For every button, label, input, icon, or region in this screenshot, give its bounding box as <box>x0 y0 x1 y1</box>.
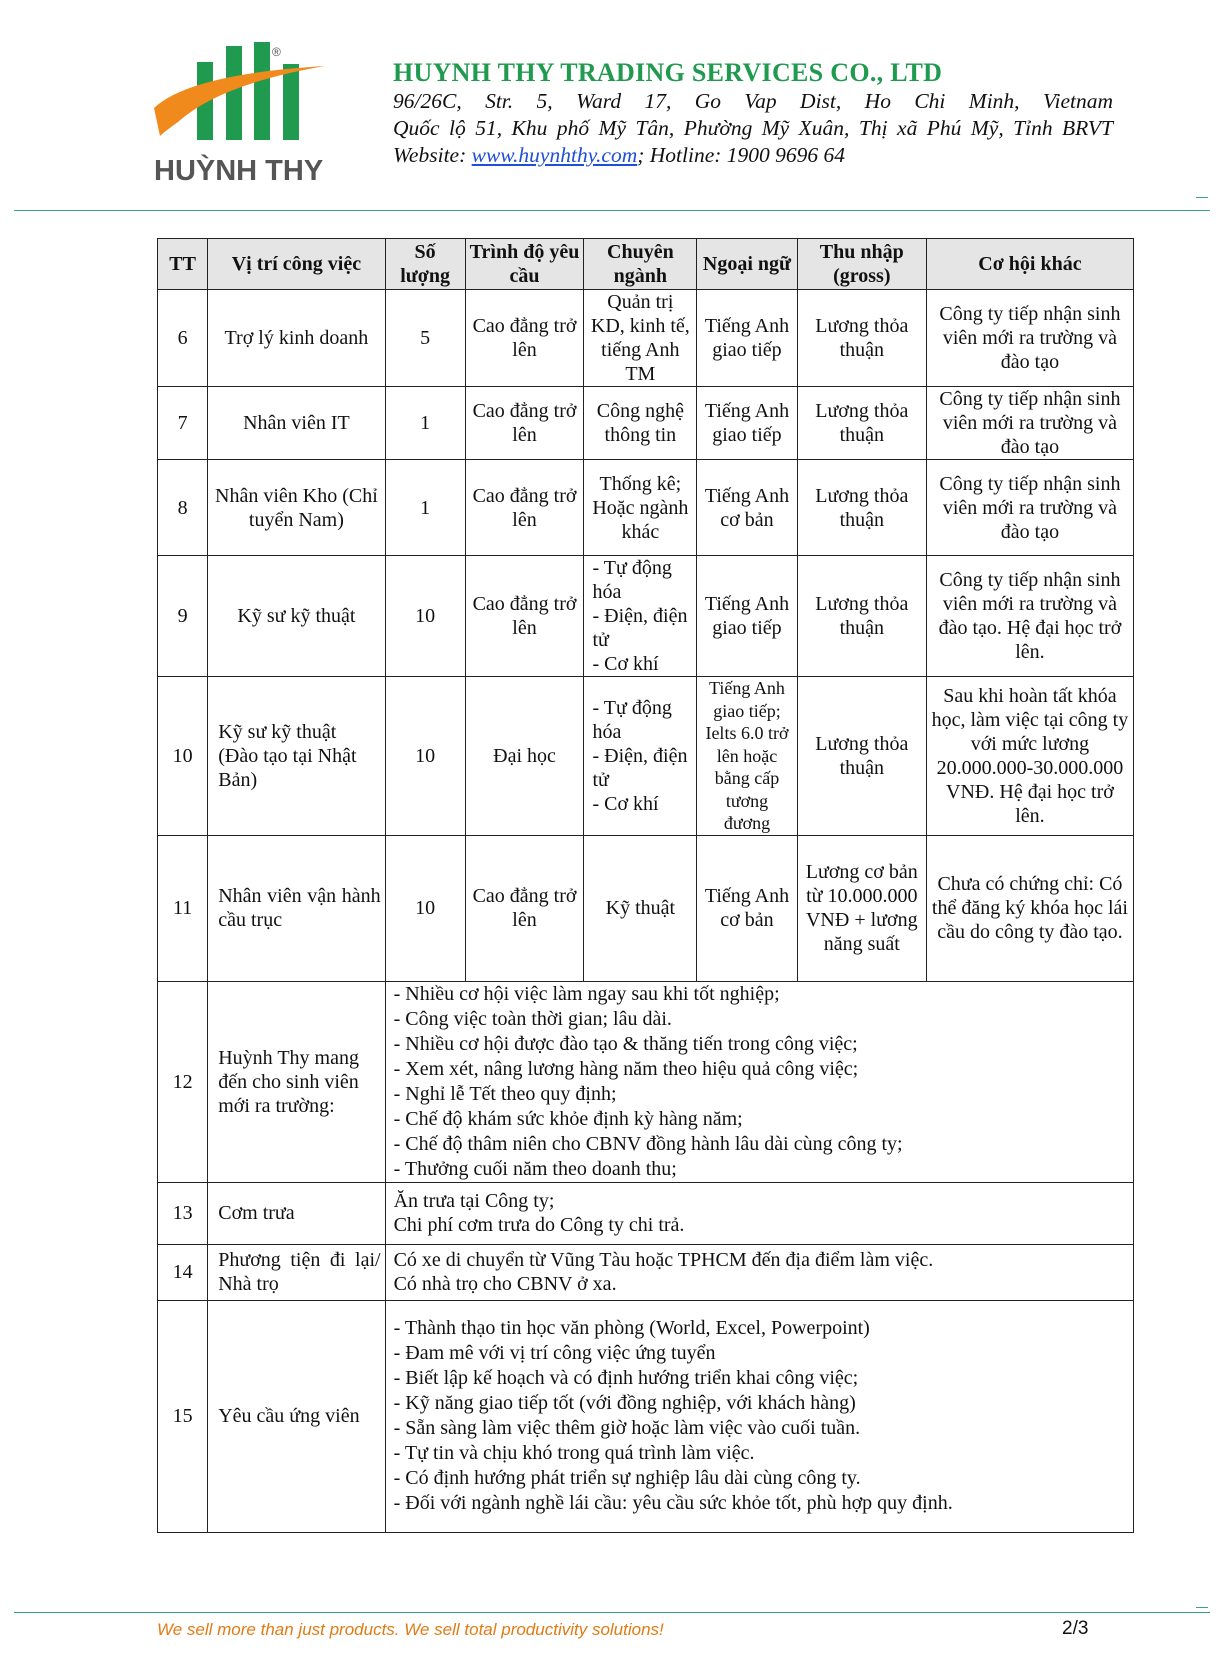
header-quantity: Số lượng <box>385 239 465 290</box>
website-link[interactable]: www.huynhthy.com <box>471 143 638 167</box>
row-level: Cao đẳng trở lên <box>465 835 584 981</box>
row-language: Tiếng Anh cơ bản <box>697 460 797 556</box>
row-income: Lương thỏa thuận <box>797 290 926 387</box>
row-major: - Tự động hóa - Điện, điện tử - Cơ khí <box>584 677 697 836</box>
row-other: Chưa có chứng chỉ: Có thể đăng ký khóa học lái cầu do công ty đào tạo. <box>926 835 1133 981</box>
row-quantity: 10 <box>385 556 465 677</box>
benefit-text: - Nhiều cơ hội việc làm ngay sau khi tốt nghiệp; - Công việc toàn thời gian; lâu dài. - Nhiều cơ hội được đào tạo & thăng tiến trong công việc; - Xem xét, nâng lương hàng năm theo hiệu quả công việc; - Nghỉ lễ Tết theo quy định; - Chế độ khám sức khỏe định kỳ hàng năm; - Chế độ thâm niên cho CBNV đồng hành lâu dài cùng công ty; - Thưởng cuối năm theo doanh thu; <box>385 981 1133 1182</box>
page-number: 2/3 <box>1062 1618 1089 1639</box>
logo-text: HUỲNH THY <box>154 155 324 187</box>
table-row <box>158 677 1134 836</box>
benefit-label: Cơm trưa <box>208 1182 385 1244</box>
table-row <box>158 460 1134 556</box>
row-other: Sau khi hoàn tất khóa học, làm việc tại công ty với mức lương 20.000.000-30.000.000 VNĐ. Hệ đại học trở lên. <box>926 677 1133 836</box>
benefit-row <box>158 981 1134 1182</box>
table-row <box>158 387 1134 460</box>
table-row <box>158 290 1134 387</box>
row-income: Lương thỏa thuận <box>797 460 926 556</box>
table-row <box>158 556 1134 677</box>
benefit-tt: 14 <box>158 1244 208 1300</box>
row-level: Cao đẳng trở lên <box>465 387 584 460</box>
row-major: Kỹ thuật <box>584 835 697 981</box>
header-income: Thu nhập (gross) <box>797 239 926 290</box>
benefit-label: Phương tiện đi lại/ Nhà trọ <box>208 1244 385 1300</box>
row-tt: 10 <box>158 677 208 836</box>
benefit-text: - Thành thạo tin học văn phòng (World, Excel, Powerpoint) - Đam mê với vị trí công việc ứng tuyển - Biết lập kế hoạch và có định hướng triển khai công việc; - Kỹ năng giao tiếp tốt (với đồng nghiệp, với khách hàng) - Sẵn sàng làm việc thêm giờ hoặc làm việc vào cuối tuần. - Tự tin và chịu khó trong quá trình làm việc. - Có định hướng phát triển sự nghiệp lâu dài cùng công ty. - Đối với ngành nghề lái cầu: yêu cầu sức khỏe tốt, phù hợp quy định. <box>385 1300 1133 1532</box>
benefit-row <box>158 1244 1134 1300</box>
row-position: Kỹ sư kỹ thuật (Đào tạo tại Nhật Bản) <box>208 677 385 836</box>
hotline: ; Hotline: 1900 9696 64 <box>637 143 846 167</box>
benefit-row <box>158 1182 1134 1244</box>
benefit-text: Ăn trưa tại Công ty; Chi phí cơm trưa do Công ty chi trả. <box>385 1182 1133 1244</box>
benefit-text: Có xe di chuyển từ Vũng Tàu hoặc TPHCM đến địa điểm làm việc. Có nhà trọ cho CBNV ở xa. <box>385 1244 1133 1300</box>
benefit-tt: 13 <box>158 1182 208 1244</box>
row-quantity: 5 <box>385 290 465 387</box>
table-row <box>158 835 1134 981</box>
header-tt: TT <box>158 239 208 290</box>
row-language: Tiếng Anh giao tiếp <box>697 290 797 387</box>
row-other: Công ty tiếp nhận sinh viên mới ra trường và đào tạo <box>926 290 1133 387</box>
row-quantity: 10 <box>385 835 465 981</box>
row-quantity: 1 <box>385 460 465 556</box>
recruitment-table <box>157 238 1134 1533</box>
benefit-tt: 15 <box>158 1300 208 1532</box>
header-level: Trình độ yêu cầu <box>465 239 584 290</box>
row-level: Cao đẳng trở lên <box>465 556 584 677</box>
address-line-2: Quốc lộ 51, Khu phố Mỹ Tân, Phường Mỹ Xuân, Thị xã Phú Mỹ, Tỉnh BRVT <box>393 116 1113 140</box>
row-major: Quản trị KD, kinh tế, tiếng Anh TM <box>584 290 697 387</box>
row-language: Tiếng Anh cơ bản <box>697 835 797 981</box>
header-divider <box>14 210 1210 211</box>
header-other: Cơ hội khác <box>926 239 1133 290</box>
company-info <box>393 58 1113 169</box>
row-language: Tiếng Anh giao tiếp <box>697 556 797 677</box>
row-income: Lương cơ bản từ 10.000.000 VNĐ + lương năng suất <box>797 835 926 981</box>
footer-slogan: We sell more than just products. We sell total productivity solutions! <box>157 1620 664 1639</box>
row-income: Lương thỏa thuận <box>797 387 926 460</box>
company-logo <box>150 38 350 198</box>
row-major: - Tự động hóa - Điện, điện tử - Cơ khí <box>584 556 697 677</box>
row-tt: 8 <box>158 460 208 556</box>
website-label: Website: <box>393 143 472 167</box>
row-position: Kỹ sư kỹ thuật <box>208 556 385 677</box>
benefit-label: Huỳnh Thy mang đến cho sinh viên mới ra trường: <box>208 981 385 1182</box>
row-quantity: 10 <box>385 677 465 836</box>
footer-divider <box>14 1612 1210 1613</box>
row-position: Nhân viên vận hành cầu trục <box>208 835 385 981</box>
svg-text:®: ® <box>272 45 281 59</box>
row-other: Công ty tiếp nhận sinh viên mới ra trường và đào tạo <box>926 387 1133 460</box>
contact-line <box>393 142 1113 169</box>
row-position: Nhân viên IT <box>208 387 385 460</box>
row-income: Lương thỏa thuận <box>797 556 926 677</box>
row-level: Cao đẳng trở lên <box>465 290 584 387</box>
row-major: Thống kê; Hoặc ngành khác <box>584 460 697 556</box>
row-level: Đại học <box>465 677 584 836</box>
header-major: Chuyên ngành <box>584 239 697 290</box>
row-major: Công nghệ thông tin <box>584 387 697 460</box>
row-position: Trợ lý kinh doanh <box>208 290 385 387</box>
header-divider-tail <box>1196 197 1208 198</box>
header-position: Vị trí công việc <box>208 239 385 290</box>
table-header-row <box>158 239 1134 290</box>
address-line-1: 96/26C, Str. 5, Ward 17, Go Vap Dist, Ho Chi Minh, Vietnam <box>393 89 1113 113</box>
company-name: HUYNH THY TRADING SERVICES CO., LTD <box>393 58 943 87</box>
row-language: Tiếng Anh giao tiếp; Ielts 6.0 trở lên hoặc bằng cấp tương đương <box>697 677 797 836</box>
row-tt: 9 <box>158 556 208 677</box>
row-tt: 11 <box>158 835 208 981</box>
benefit-label: Yêu cầu ứng viên <box>208 1300 385 1532</box>
header-language: Ngoại ngữ <box>697 239 797 290</box>
footer-divider-tail <box>1196 1607 1208 1608</box>
row-income: Lương thỏa thuận <box>797 677 926 836</box>
row-position: Nhân viên Kho (Chỉ tuyển Nam) <box>208 460 385 556</box>
row-tt: 7 <box>158 387 208 460</box>
benefit-row <box>158 1300 1134 1532</box>
row-other: Công ty tiếp nhận sinh viên mới ra trường và đào tạo <box>926 460 1133 556</box>
row-level: Cao đẳng trở lên <box>465 460 584 556</box>
benefit-tt: 12 <box>158 981 208 1182</box>
row-quantity: 1 <box>385 387 465 460</box>
row-language: Tiếng Anh giao tiếp <box>697 387 797 460</box>
row-tt: 6 <box>158 290 208 387</box>
row-other: Công ty tiếp nhận sinh viên mới ra trường và đào tạo. Hệ đại học trở lên. <box>926 556 1133 677</box>
